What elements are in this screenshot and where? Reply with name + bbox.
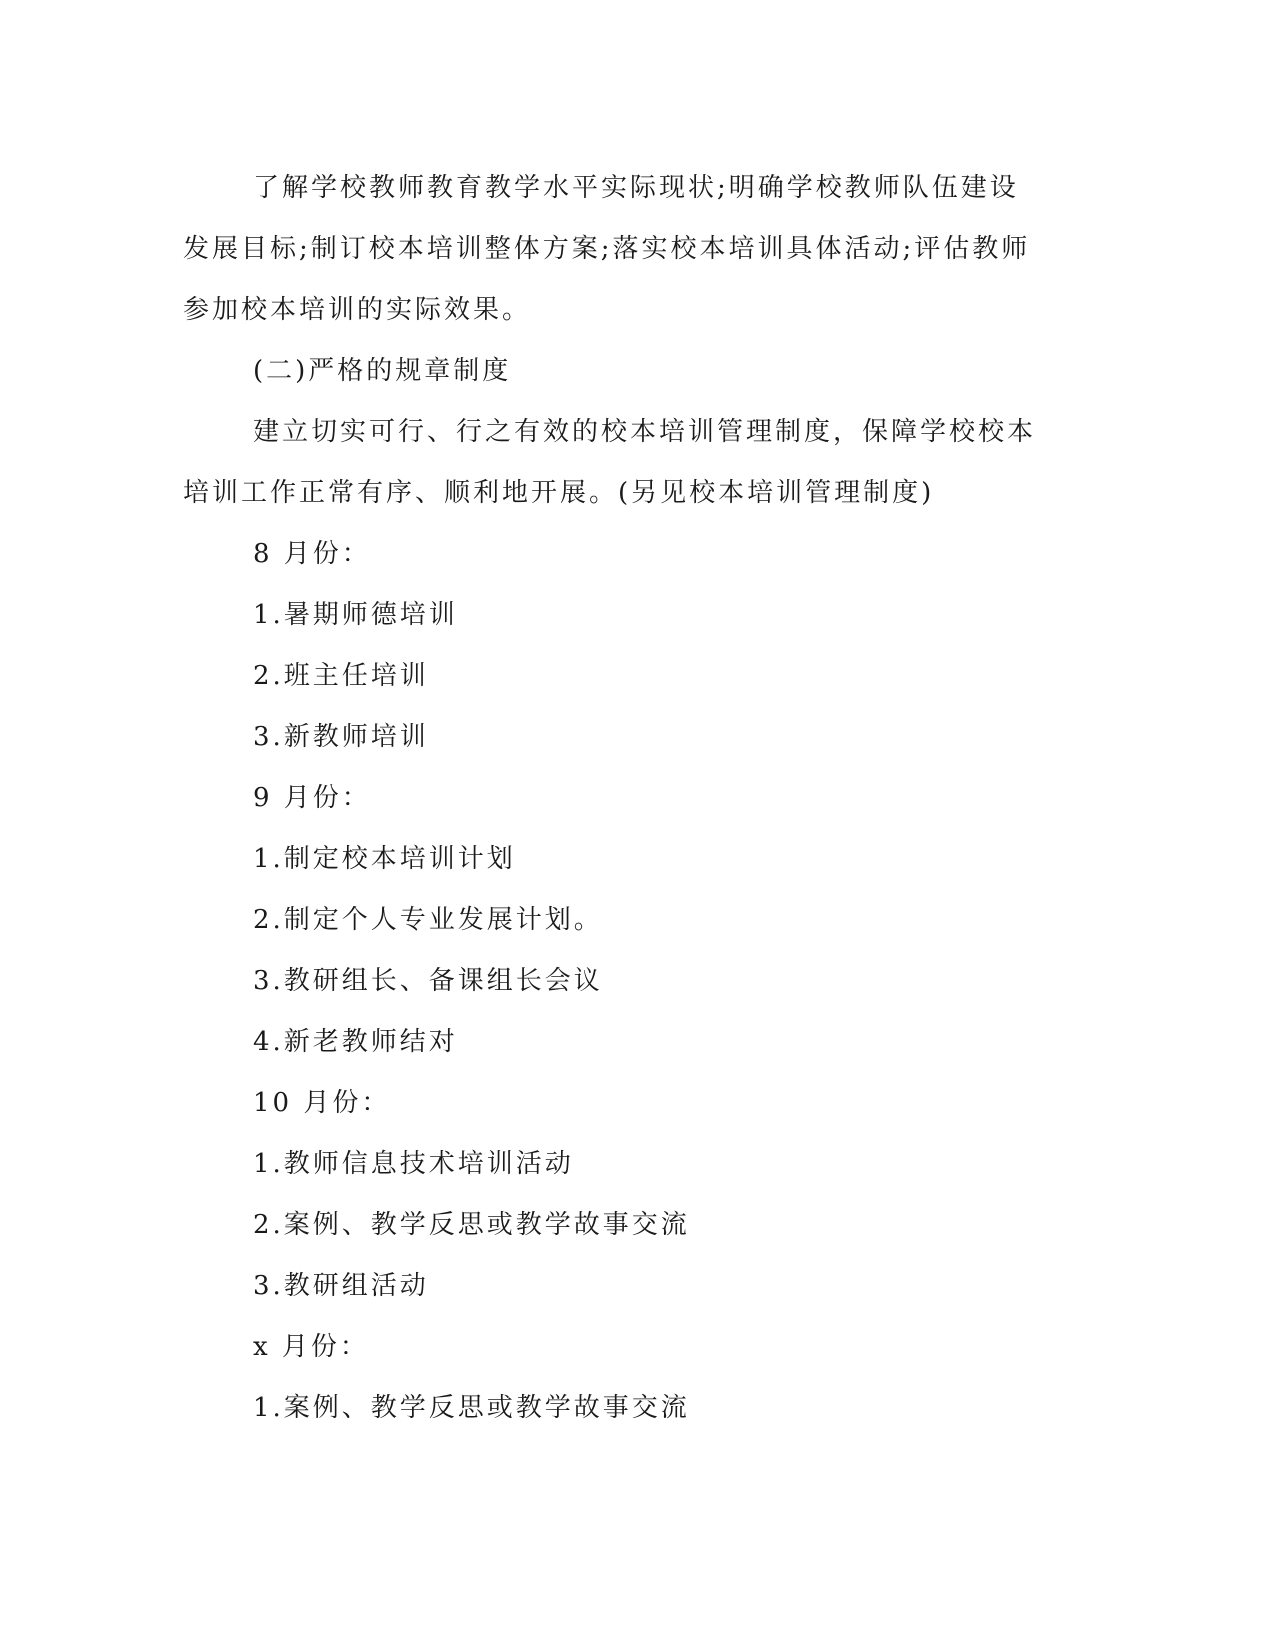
intro-paragraph: 了解学校教师教育教学水平实际现状;明确学校教师队伍建设发展目标;制订校本培训整体方案;落实校本培训具体活动;评估教师参加校本培训的实际效果。 (183, 173, 1031, 325)
section-heading: (二)严格的规章制度 (253, 356, 512, 386)
list-item: 1.制定校本培训计划 (253, 844, 516, 874)
list-item: 2.班主任培训 (253, 661, 429, 691)
list-item: 1.案例、教学反思或教学故事交流 (253, 1393, 690, 1423)
month-heading-aug: 8 月份： (253, 539, 371, 569)
list-item: 3.教研组活动 (253, 1271, 429, 1301)
list-item: 2.案例、教学反思或教学故事交流 (253, 1210, 690, 1240)
list-item: 2.制定个人专业发展计划。 (253, 905, 603, 935)
list-item: 3.新教师培训 (253, 722, 429, 752)
list-item: 3.教研组长、备课组长会议 (253, 966, 603, 996)
list-item: 1.暑期师德培训 (253, 600, 458, 630)
rules-paragraph: 建立切实可行、行之有效的校本培训管理制度，保障学校校本培训工作正常有序、顺利地开展。(另见校本培训管理制度) (183, 417, 1037, 508)
list-item: 4.新老教师结对 (253, 1027, 458, 1057)
list-item: 1.教师信息技术培训活动 (253, 1149, 574, 1179)
month-heading-x: x 月份： (253, 1332, 369, 1362)
document-body (183, 158, 1043, 1439)
month-heading-oct: 10 月份： (253, 1088, 391, 1118)
month-heading-sep: 9 月份： (253, 783, 371, 813)
